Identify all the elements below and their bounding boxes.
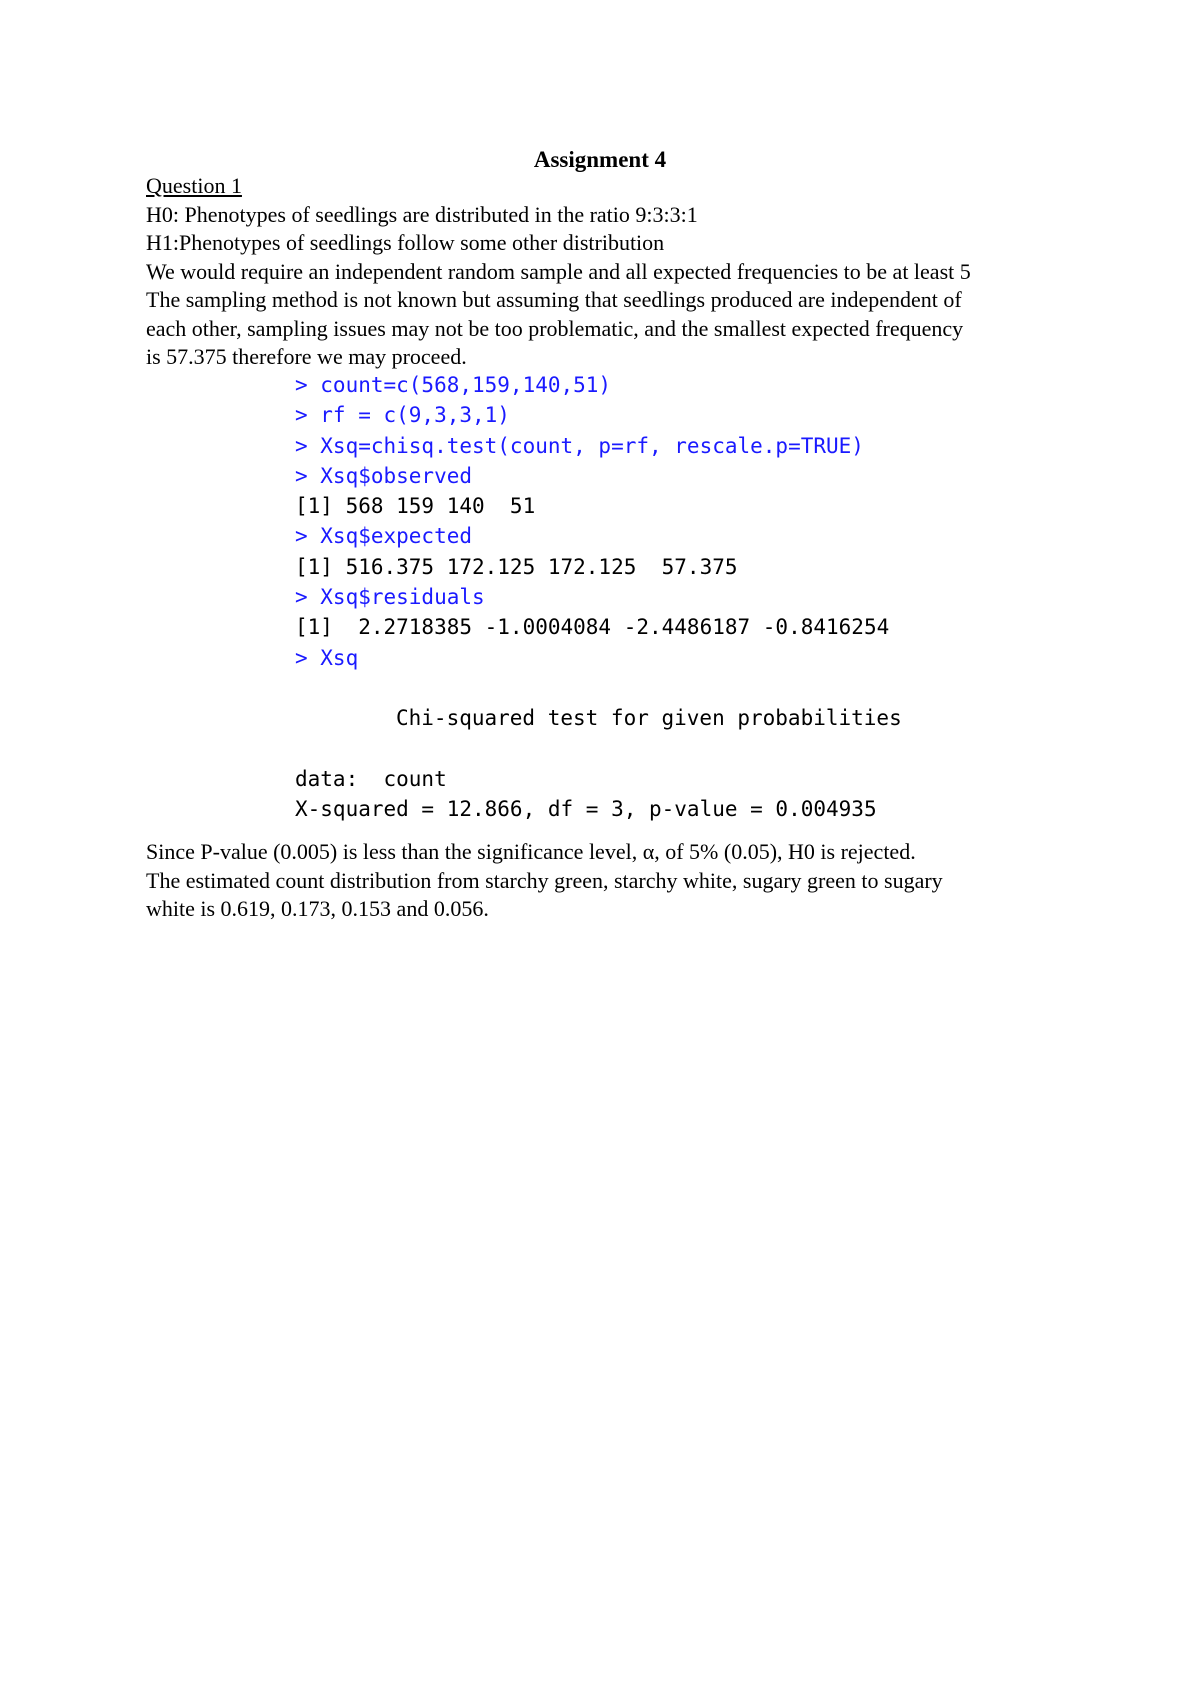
- console-output: [1] 2.2718385 -1.0004084 -2.4486187 -0.8416254: [295, 615, 890, 640]
- console-output: [1] 568 159 140 51: [295, 494, 536, 519]
- console-blank-line: [295, 673, 1095, 703]
- console-command: > Xsq$observed: [295, 463, 473, 488]
- assumptions-line-3: each other, sampling issues may not be too problematic, and the smallest expected frequency: [146, 315, 964, 341]
- intro-section: [146, 172, 1086, 372]
- console-output: [1] 516.375 172.125 172.125 57.375: [295, 554, 738, 579]
- test-data-line: data: count: [295, 766, 447, 791]
- assumptions-line-1: We would require an independent random sample and all expected frequencies to be at least 5: [146, 258, 971, 284]
- alternative-hypothesis: H1:Phenotypes of seedlings follow some other distribution: [146, 230, 665, 255]
- conclusion-section: [146, 838, 1086, 924]
- conclusion-line-2: The estimated count distribution from starchy green, starchy white, sugary green to sugary: [146, 867, 943, 893]
- console-command: > Xsq: [295, 645, 359, 670]
- assumptions-line-2: The sampling method is not known but assuming that seedlings produced are independent of: [146, 287, 962, 312]
- test-statistic-line: X-squared = 12.866, df = 3, p-value = 0.004935: [295, 797, 877, 822]
- console-command: > Xsq=chisq.test(count, p=rf, rescale.p=TRUE): [295, 433, 864, 458]
- console-command: > count=c(568,159,140,51): [295, 373, 612, 397]
- assumptions-line-4: is 57.375 therefore we may proceed.: [146, 344, 467, 369]
- console-command: > Xsq$expected: [295, 524, 473, 549]
- conclusion-line-3: white is 0.619, 0.173, 0.153 and 0.056.: [146, 896, 489, 921]
- test-title: Chi-squared test for given probabilities: [396, 706, 902, 731]
- question-heading: Question 1: [146, 173, 242, 198]
- null-hypothesis: H0: Phenotypes of seedlings are distributed in the ratio 9:3:3:1: [146, 201, 698, 227]
- r-console-output: [295, 370, 1095, 824]
- conclusion-line-1: Since P-value (0.005) is less than the significance level, α, of 5% (0.05), H0 is rejected.: [146, 839, 916, 864]
- document-title: Assignment 4: [533, 147, 667, 172]
- console-blank-line: [295, 734, 1095, 764]
- console-command: > rf = c(9,3,3,1): [295, 403, 510, 428]
- console-command: > Xsq$residuals: [295, 585, 485, 610]
